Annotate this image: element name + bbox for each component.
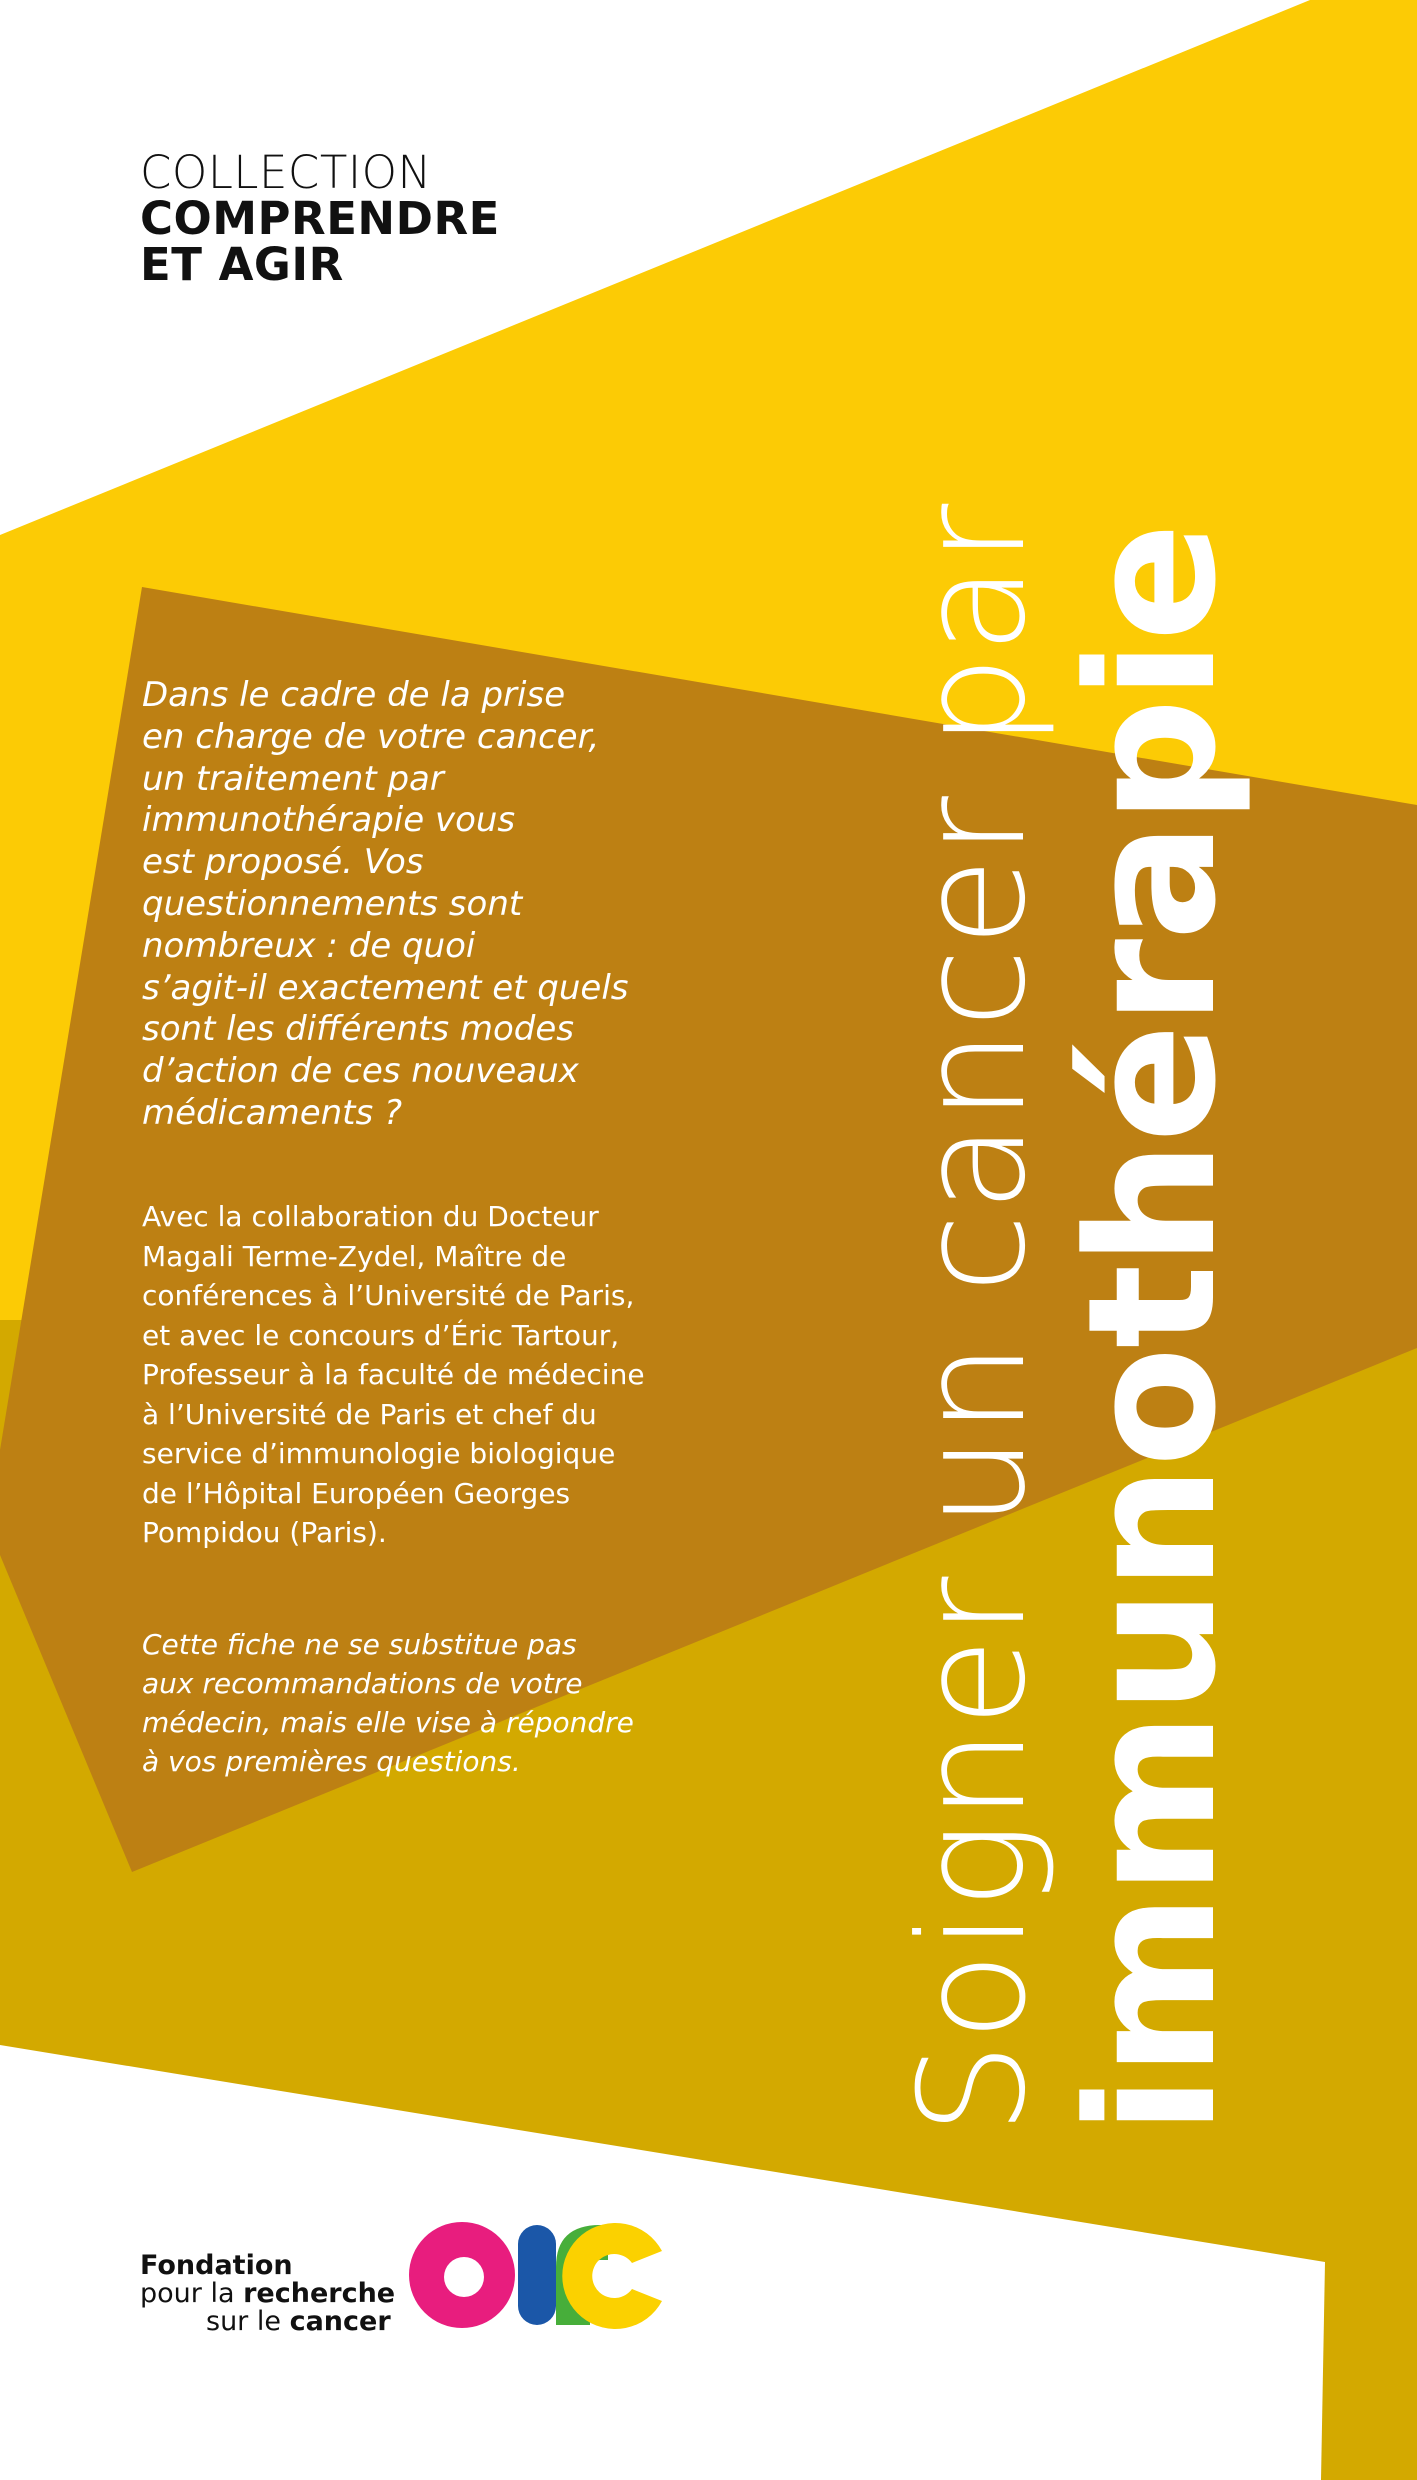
collection-label: COLLECTION (140, 146, 432, 199)
disclaimer-line: aux recommandations de votre (142, 1667, 583, 1700)
intro-line: est proposé. Vos (142, 842, 424, 883)
collection-heading (140, 146, 500, 291)
title-line2: immunothérapie (1050, 524, 1255, 2135)
disclaimer-line: à vos premières questions. (142, 1745, 521, 1778)
collaboration-line: conférences à l’Université de Paris, (142, 1279, 635, 1312)
collection-name-line1: COMPRENDRE (140, 191, 500, 245)
foundation-line2 (140, 2280, 395, 2307)
collaboration-line: Avec la collaboration du Docteur (142, 1200, 599, 1233)
intro-line: d’action de ces nouveaux (142, 1051, 579, 1092)
arc-logo-icon (400, 2205, 670, 2340)
foundation-line3-prefix: sur le (206, 2306, 290, 2337)
foundation-line1: Fondation (140, 2250, 293, 2281)
collaboration-paragraph (142, 1197, 697, 1553)
collaboration-line: et avec le concours d’Éric Tartour, (142, 1318, 620, 1352)
intro-line: un traitement par (142, 758, 444, 799)
foundation-line2-bold: recherche (243, 2278, 396, 2309)
disclaimer-line: médecin, mais elle vise à répondre (142, 1706, 634, 1739)
logo-letter-a-stem (518, 2225, 556, 2325)
intro-line: en charge de votre cancer, (142, 716, 600, 757)
intro-line: immunothérapie vous (142, 800, 516, 841)
foundation-line3 (206, 2308, 391, 2335)
collaboration-line: de l’Hôpital Européen Georges (142, 1476, 571, 1510)
disclaimer-line: Cette fiche ne se substitue pas (142, 1628, 577, 1661)
title-line1: Soigner un cancer par (888, 502, 1058, 2135)
collaboration-line: à l’Université de Paris et chef du (142, 1397, 597, 1431)
collaboration-line: Professeur à la faculté de médecine (142, 1358, 645, 1391)
collaboration-line: service d’immunologie biologique (142, 1437, 616, 1470)
intro-line: médicaments ? (142, 1092, 403, 1133)
disclaimer-paragraph (142, 1625, 687, 1781)
collaboration-line: Pompidou (Paris). (142, 1516, 387, 1549)
collection-name-line2: ET AGIR (140, 237, 344, 291)
intro-line: nombreux : de quoi (142, 925, 476, 966)
foundation-line3-bold: cancer (289, 2306, 391, 2337)
intro-line: s’agit-il exactement et quels (142, 967, 629, 1008)
intro-line: questionnements sont (142, 883, 523, 924)
logo-letter-a-hole (444, 2257, 484, 2297)
intro-paragraph (142, 675, 682, 1135)
intro-line: sont les différents modes (142, 1009, 575, 1050)
foundation-line2-prefix: pour la (140, 2278, 244, 2309)
collaboration-line: Magali Terme-Zydel, Maître de (142, 1239, 567, 1273)
intro-line: Dans le cadre de la prise (142, 675, 566, 715)
cover-title (885, 375, 1255, 2135)
